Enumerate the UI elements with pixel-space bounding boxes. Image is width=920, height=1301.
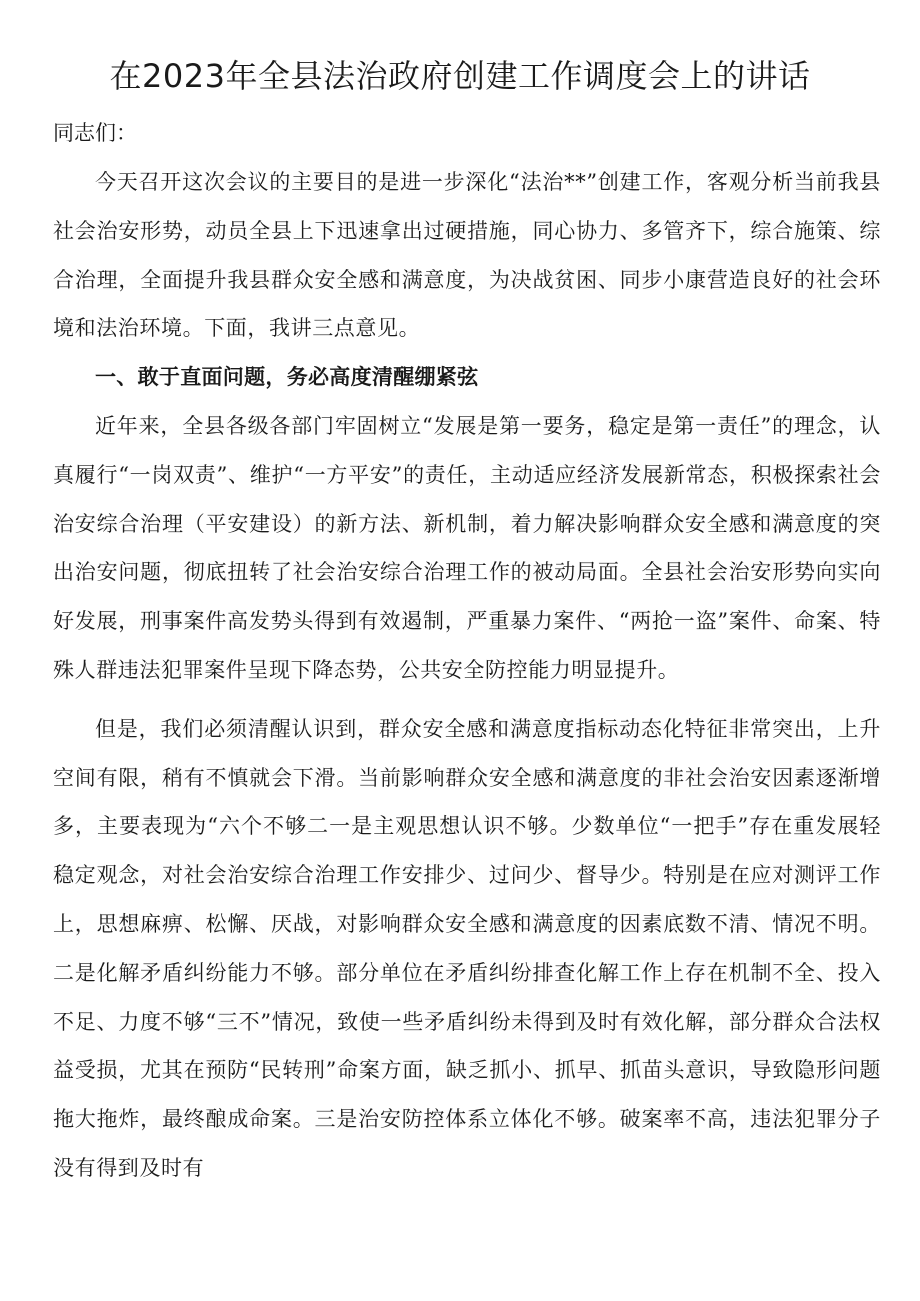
salutation: 同志们：: [53, 121, 137, 145]
section-heading: 一、敢于直面问题，务必高度清醒绷紧弦: [95, 365, 479, 390]
document-body: [53, 158, 881, 1193]
paragraph-problems: 但是，我们必须清醒认识到，群众安全感和满意度指标动态化特征非常突出，上升空间有限，稍有不慎就会下滑。当前影响群众安全感和满意度的非社会治安因素逐渐增多，主要表现为“六个不够二一是主观思想认识不够。少数单位“一把手”存在重发展轻稳定观念，对社会治安综合治理工作安排少、过问少、督导少。特别是在应对测评工作上，思想麻痹、松懈、厌战，对影响群众安全感和满意度的因素底数不清、情况不明。二是化解矛盾纠纷能力不够。部分单位在矛盾纠纷排查化解工作上存在机制不全、投入不足、力度不够“三不”情况，致使一些矛盾纠纷未得到及时有效化解，部分群众合法权益受损，尤其在预防“民转刑”命案方面，缺乏抓小、抓早、抓苗头意识，导致隐形问题拖大拖炸，最终酿成命案。三是治安防控体系立体化不够。破案率不高，违法犯罪分子没有得到及时有: [53, 716, 881, 1180]
paragraph-achievements: 近年来，全县各级各部门牢固树立“发展是第一要务，稳定是第一责任”的理念，认真履行“一岗双责”、维护“一方平安”的责任，主动适应经济发展新常态，积极探索社会治安综合治理（平安建设）的新方法、新机制，着力解决影响群众安全感和满意度的突出治安问题，彻底扭转了社会治安综合治理工作的被动局面。全县社会治安形势向实向好发展，刑事案件高发势头得到有效遏制，严重暴力案件、“两抢一盗”案件、命案、特殊人群违法犯罪案件呈现下降态势，公共安全防控能力明显提升。: [53, 413, 881, 682]
document-title: 在2023年全县法治政府创建工作调度会上的讲话: [109, 57, 811, 95]
paragraph-intro: 今天召开这次会议的主要目的是进一步深化“法治**”创建工作，客观分析当前我县社会治安形势，动员全县上下迅速拿出过硬措施，同心协力、多管齐下，综合施策、综合治理，全面提升我县群众安全感和满意度，为决战贫困、同步小康营造良好的社会环境和法治环境。下面，我讲三点意见。: [53, 170, 881, 341]
paragraph-gap: [53, 695, 881, 705]
